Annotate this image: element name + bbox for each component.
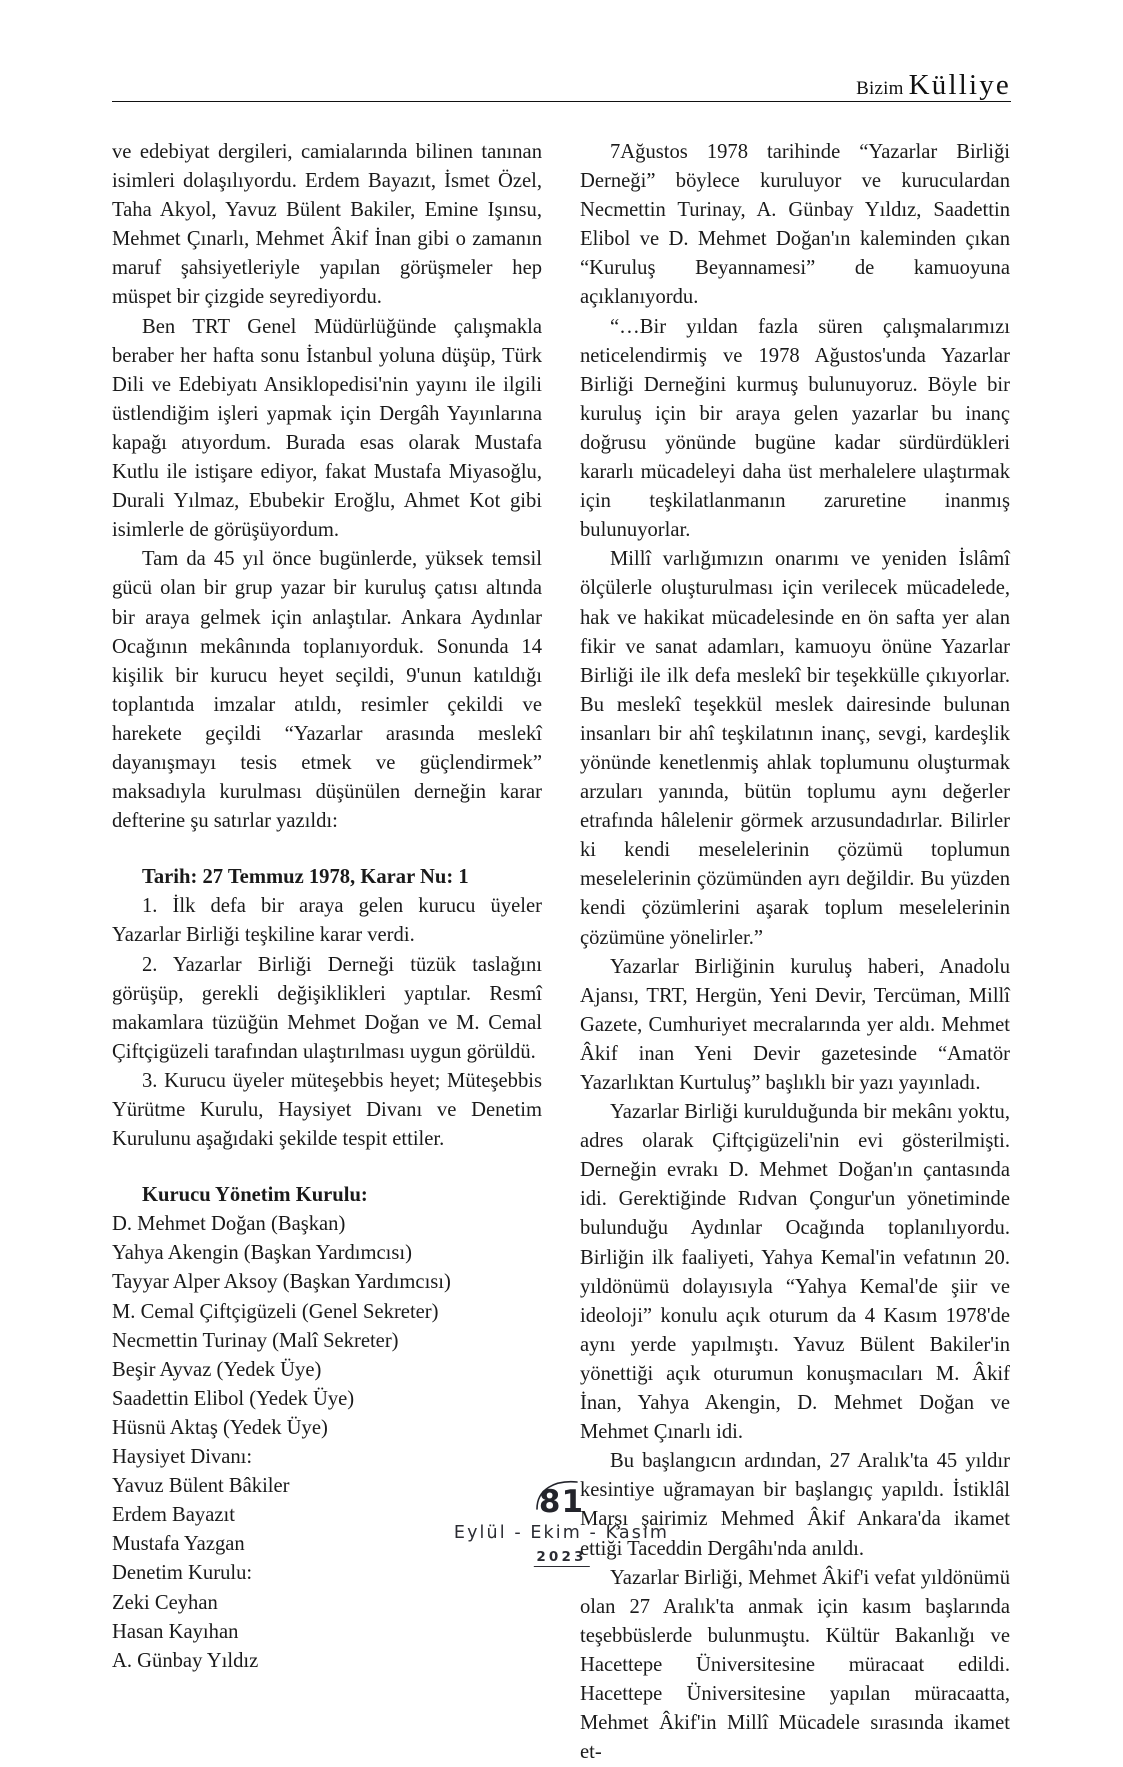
paragraph: “…Bir yıldan fazla süren çalışmalarımızı neticelendirmiş ve 1978 Ağustos'unda Yazarlar Birliği Derneğini kurmuş bulunuyoruz. Böyle bir kuruluş için bir araya gelen yazarlar bu inanç doğrusu yönünde bugüne kadar sürdürdükleri kararlı mücadeleyi daha üst merhalelere ulaştırmak için teşkilatlanmanın zaruretine inanmış bulunuyorlar. [580, 315, 1010, 542]
list-item: A. Günbay Yıldız [112, 1649, 259, 1672]
column-left [112, 138, 542, 1672]
list-item: Tayyar Alper Aksoy (Başkan Yardımcısı) [112, 1271, 451, 1294]
paragraph: Tam da 45 yıl önce bugünlerde, yüksek temsil gücü olan bir grup yazar bir kuruluş çatısı altında bir araya gelmek için anlaştılar. Ankara Aydınlar Ocağının mekânında toplanıyorduk. Sonunda 14 kişilik bir kurucu heyet seçildi, 9'unun katıldığı toplantıda imzalar atıldı, resimler çekildi ve harekete geçildi “Yazarlar arasında meslekî dayanışmayı tesis etmek ve güçlendirmek” maksadıyla kurulması düşünülen derneğin karar defterine şu satırlar yazıldı: [112, 548, 542, 833]
list-item: Denetim Kurulu: [112, 1562, 253, 1585]
paragraph: Yazarlar Birliği kurulduğunda bir mekânı yoktu, adres olarak Çiftçigüzeli'nin evi gösterilmişti. Derneğin evrakı D. Mehmet Doğan'ın çantasında idi. Gerektiğinde Rıdvan Çongur'un yönetiminde bulunduğu Aydınlar Ocağında toplanılıyordu. Birliğin ilk faaliyeti, Yahya Kemal'in vefatının 20. yıldönümü dolayısıyla “Yahya Kemal'de şiir ve ideoloji” konulu açık oturum da 4 Kasım 1978'de aynı yerde yapılmıştı. Yavuz Bülent Bakiler'in yönettiği açık oturumun konuşmacıları M. Âkif İnan, Yahya Akengin, D. Mehmet Doğan ve Mehmet Çınarlı idi. [580, 1101, 1010, 1444]
header-rule [112, 101, 1011, 102]
list-item: M. Cemal Çiftçigüzeli (Genel Sekreter) [112, 1300, 439, 1323]
list-item: Mustafa Yazgan [112, 1533, 245, 1556]
paragraph: Yazarlar Birliğinin kuruluş haberi, Anadolu Ajansı, TRT, Hergün, Yeni Devir, Tercüman, Millî Gazete, Cumhuriyet mecralarında yer aldı. Mehmet Âkif inan Yeni Devir gazetesinde “Amatör Yazarlıktan Kurtuluş” başlıklı bir yazı yayınladı. [580, 955, 1010, 1094]
footer-season: Eylül - Ekim - Kasım [453, 1523, 670, 1543]
board-heading: Kurucu Yönetim Kurulu: [142, 1184, 368, 1207]
paragraph: ve edebiyat dergileri, camialarında bilinen tanınan isimleri dolaşılıyordu. Erdem Bayazıt, İsmet Özel, Taha Akyol, Yavuz Bülent Bakiler, Emine Işınsu, Mehmet Çınarlı, Mehmet Âkif İnan gibi o zamanın maruf şahsiyetleriyle yapılan görüşmeler hep müspet bir çizgide seyrediyordu. [112, 141, 542, 309]
list-item: Beşir Ayvaz (Yedek Üye) [112, 1358, 322, 1381]
decision-item: 2. Yazarlar Birliği Derneği tüzük taslağını görüşüp, gerekli değişiklikleri yaptılar. Resmî makamlara tüzüğün Mehmet Doğan ve M. Cemal Çiftçigüzeli tarafından ulaştırılması uygun görüldü. [112, 953, 542, 1063]
column-right [580, 138, 1010, 1764]
paragraph: 7Ağustos 1978 tarihinde “Yazarlar Birliği Derneği” böylece kuruluyor ve kuruculardan Necmettin Turinay, A. Günbay Yıldız, Saadettin Elibol ve D. Mehmet Doğan'ın kaleminden çıkan “Kuruluş Beyannamesi” de kamuoyuna açıklanıyordu. [580, 141, 1010, 309]
list-item: Erdem Bayazıt [112, 1504, 235, 1527]
board-member-list [112, 1210, 542, 1676]
decision-item: 1. İlk defa bir araya gelen kurucu üyeler Yazarlar Birliği teşkiline karar verdi. [112, 895, 542, 947]
journal-title-large: Külliye [908, 69, 1011, 101]
paragraph: Yazarlar Birliği, Mehmet Âkif'i vefat yıldönümü olan 27 Aralık'ta anmak için kasım başlarında teşebbüslerde bulunmuştu. Kültür Bakanlığı ve Hacettepe Üniversitesine müracaat edildi. Hacettepe Üniversitesine yapılan müracaatta, Mehmet Âkif'in Millî Mücadele sırasında ikamet et- [580, 1566, 1010, 1764]
list-item: Necmettin Turinay (Malî Sekreter) [112, 1329, 399, 1352]
list-item: Yavuz Bülent Bâkiler [112, 1475, 290, 1498]
paragraph: Bu başlangıcın ardından, 27 Aralık'ta 45 yıldır kesintiye uğramayan bir başlangıç yapıldı. İstiklâl Marşı şairimiz Mehmed Âkif Ankara'da ikamet ettiği Taceddin Dergâhı'nda anıldı. [580, 1450, 1010, 1560]
footer-year: 2023 [533, 1549, 589, 1567]
paragraph: Ben TRT Genel Müdürlüğünde çalışmakla beraber her hafta sonu İstanbul yoluna düşüp, Türk Dili ve Edebiyatı Ansiklopedisi'nin yayını ile ilgili üstlendiğim işleri yapmak için Dergâh Yayınlarına kapağı atıyordum. Burada esas olarak Mustafa Kutlu ile istişare ediyor, fakat Mustafa Miyasoğlu, Durali Yılmaz, Ebubekir Eroğlu, Ahmet Kot gibi isimlerle de görüşüyordum. [112, 315, 542, 542]
decision-heading: Tarih: 27 Temmuz 1978, Karar Nu: 1 [142, 866, 469, 889]
list-item: Haysiyet Divanı: [112, 1446, 253, 1469]
decision-item: 3. Kurucu üyeler müteşebbis heyet; Müteşebbis Yürütme Kurulu, Haysiyet Divanı ve Denetim Kurulunu aşağıdaki şekilde tespit ettiler. [112, 1069, 542, 1151]
list-item: Zeki Ceyhan [112, 1591, 218, 1614]
list-item: Hüsnü Aktaş (Yedek Üye) [112, 1416, 328, 1439]
page-number: 81 [538, 1484, 585, 1520]
list-item: Yahya Akengin (Başkan Yardımcısı) [112, 1242, 412, 1265]
list-item: Saadettin Elibol (Yedek Üye) [112, 1387, 355, 1410]
list-item: Hasan Kayıhan [112, 1620, 239, 1643]
list-item: D. Mehmet Doğan (Başkan) [112, 1213, 346, 1236]
running-header [112, 62, 1011, 104]
journal-title [846, 71, 1011, 100]
journal-title-small: Bizim [856, 78, 904, 99]
page-footer [0, 1483, 1123, 1573]
paragraph: Millî varlığımızın onarımı ve yeniden İslâmî ölçülerle oluşturulması için verilecek mücadelede, hak ve hakikat mücadelesinde en ön safta yer alan fikir ve sanat adamları, kamuoyu önüne Yazarlar Birliği ile ilk defa meslekî bir teşekkülle çıkıyorlar. Bu meslekî teşekkül meslek dairesinde bulunan insanları bir ahî teşkilatının inanç, sevgi, kardeşlik yönünde kenetlenmiş ahlak toplumunu oluşturmak arzuları yanında, bütün toplumu aynı değerler etrafında hâlelenir görmek arzusundadırlar. Bilirler ki kendi meselelerinin çözümü toplumun meselelerinin çözümünden ayrı değildir. Bu yüzden kendi çözümlerini aşarak toplum meselelerinin çözümüne yönelirler.” [580, 548, 1010, 949]
